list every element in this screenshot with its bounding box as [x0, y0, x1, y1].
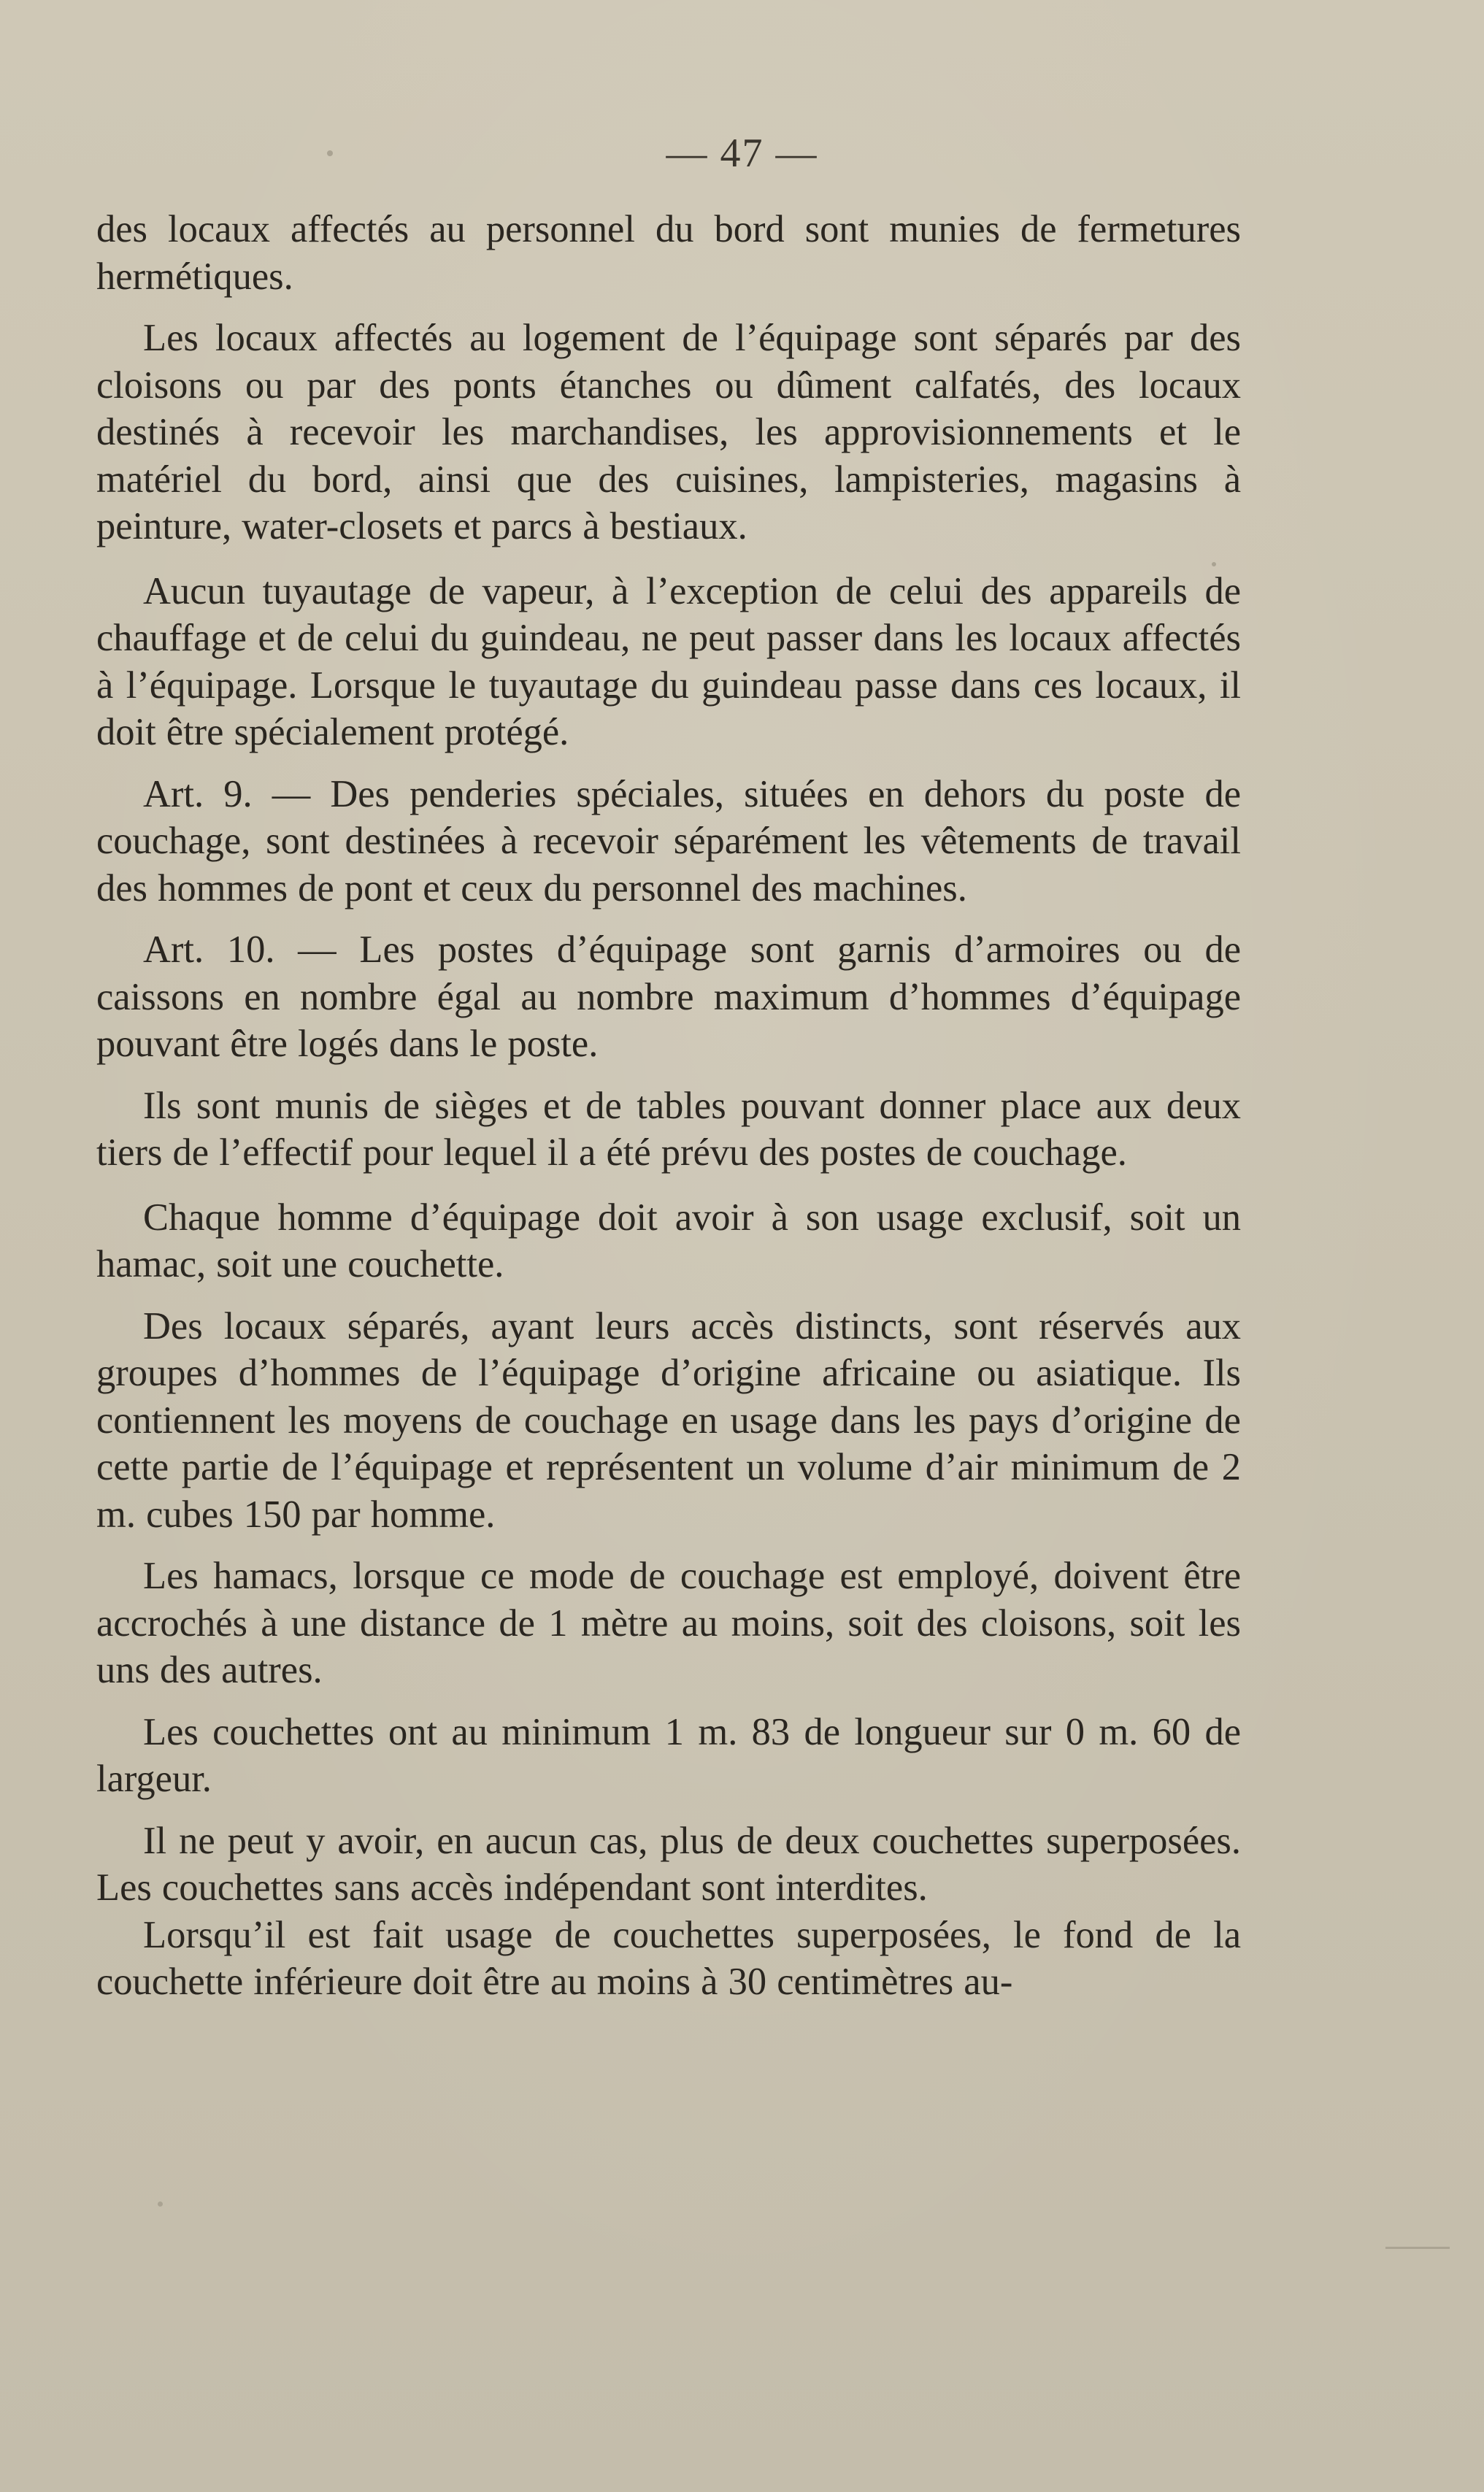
scan-speck: [158, 2201, 163, 2207]
body-text: [96, 206, 1241, 2006]
paragraph-separate-quarters: Des locaux séparés, ayant leurs accès distincts, sont réservés aux groupes d’hommes de l’équipage d’origine africaine ou asiatique. Ils contiennent les moyens de couchage en usage dans les pays d’origine de cette partie de l’équipage et représentent un volume d’air minimum de 2 m. cubes 150 par homme.: [96, 1304, 1241, 1536]
scan-speck: [1212, 562, 1216, 566]
paragraph-separation-of-quarters: Les locaux affectés au logement de l’équipage sont séparés par des cloisons ou par des ponts étanches ou dûment calfatés, des locaux destinés à recevoir les marchandises, les approvisionnements et le matériel du bord, ainsi que des cuisines, lampisteries, magasins à peinture, water-closets et parcs à bestiaux.: [96, 317, 1241, 547]
paragraph-seats-and-tables: Ils sont munis de sièges et de tables pouvant donner place aux deux tiers de l’effectif pour lequel il a été prévu des postes de couchage.: [96, 1084, 1241, 1174]
paragraph-berth-dimensions: Les couchettes ont au minimum 1 m. 83 de longueur sur 0 m. 60 de largeur.: [96, 1710, 1241, 1800]
paragraph-superposed-berths: Il ne peut y avoir, en aucun cas, plus de deux couchettes superposées. Les couchettes sans accès indépendant sont interdites.: [96, 1819, 1241, 1909]
paragraph-hammocks: Les hamacs, lorsque ce mode de couchage est employé, doivent être accrochés à une distance de 1 mètre au moins, soit des cloisons, soit les uns des autres.: [96, 1555, 1241, 1691]
page-number: — 47 —: [666, 131, 818, 176]
paragraph-lower-berth: Lorsqu’il est fait usage de couchettes superposées, le fond de la couchette inférieure doit être au moins à 30 centimètres au-: [96, 1913, 1241, 2003]
paragraph-hammock-or-berth: Chaque homme d’équipage doit avoir à son usage exclusif, soit un hamac, soit une couchette.: [96, 1196, 1241, 1285]
scan-speck: [1385, 2247, 1450, 2249]
paragraph-steam-piping: Aucun tuyautage de vapeur, à l’exception de celui des appareils de chauffage et de celui du guindeau, ne peut passer dans les locaux affectés à l’équipage. Lorsque le tuyautage du guindeau passe dans ces locaux, il doit être spécialement protégé.: [96, 569, 1241, 753]
paragraph-article-10: Art. 10. — Les postes d’équipage sont garnis d’armoires ou de caissons en nombre égal au nombre maximum d’hommes d’équipage pouvant être logés dans le poste.: [96, 928, 1241, 1065]
scan-speck: [327, 150, 333, 156]
paragraph-article-9: Art. 9. — Des penderies spéciales, situées en dehors du poste de couchage, sont destinées à recevoir séparément les vêtements de travail des hommes de pont et ceux du personnel des machines.: [96, 772, 1241, 909]
paragraph-continuation: des locaux affectés au personnel du bord sont munies de fermetures hermétiques.: [96, 208, 1241, 298]
